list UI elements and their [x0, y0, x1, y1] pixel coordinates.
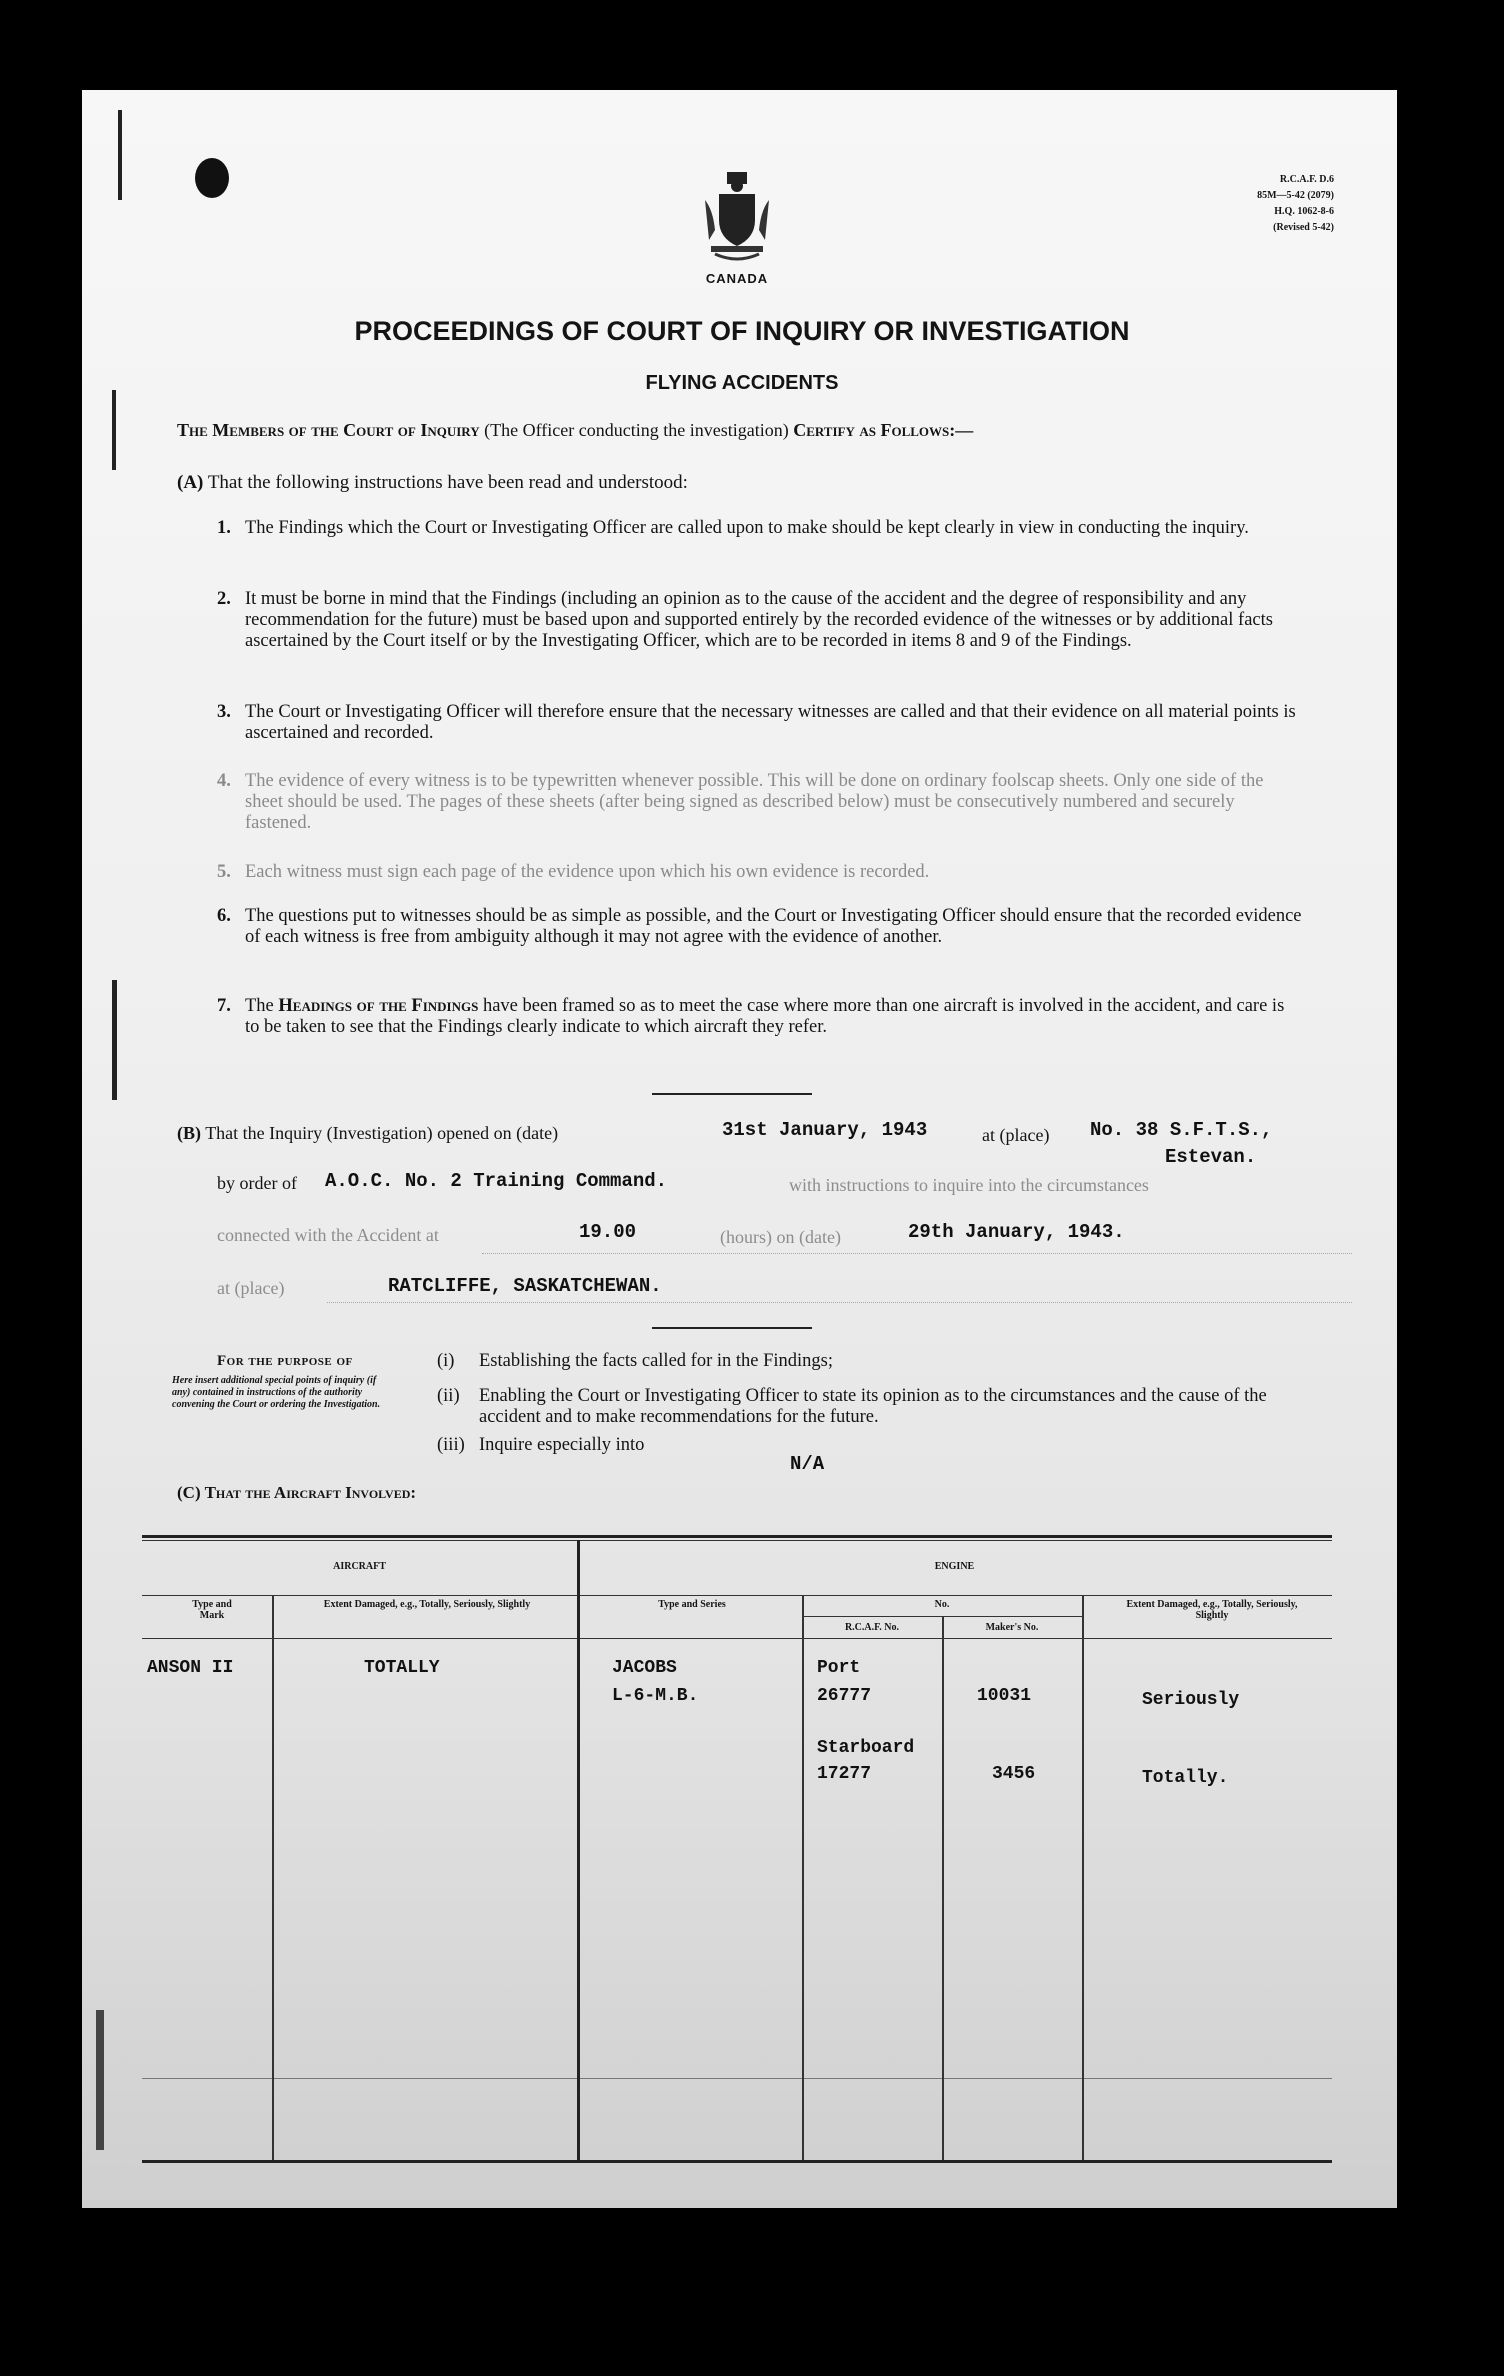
- item-text: Each witness must sign each page of the evidence upon which his own evidence is recorded.: [245, 862, 930, 882]
- table-rule: [142, 1638, 1332, 1639]
- connected-label: connected with the Accident at: [217, 1225, 439, 1245]
- table-rule: [142, 1535, 1332, 1538]
- canada-crest: [692, 170, 782, 286]
- col-extent-engine: Extent Damaged, e.g., Totally, Seriously, Slightly: [1126, 1599, 1298, 1621]
- by-order-value: A.O.C. No. 2 Training Command.: [325, 1170, 668, 1192]
- purpose-heading: For the purpose of: [217, 1353, 353, 1369]
- purpose-reason: [437, 1351, 1317, 1372]
- reason-number: (ii): [437, 1386, 460, 1406]
- certify-end: Certify as Follows:—: [793, 420, 974, 440]
- binding-mark: [118, 110, 122, 200]
- section-a-label: (A): [177, 472, 204, 493]
- item-number: 7.: [217, 996, 231, 1016]
- reason-text: Enabling the Court or Investigating Officer to state its opinion as to the circumstances and the cause of the accident and to make recommendations for the future.: [479, 1386, 1267, 1427]
- col-extent-aircraft: Extent Damaged, e.g., Totally, Seriously, Slightly: [323, 1599, 531, 1610]
- dotted-line: [327, 1302, 1352, 1303]
- page-subtitle: FLYING ACCIDENTS: [645, 372, 839, 394]
- aircraft-header: AIRCRAFT: [333, 1561, 386, 1572]
- document-page: [82, 90, 1397, 2208]
- table-rule: [142, 1540, 1332, 1541]
- crest-caption: CANADA: [705, 271, 769, 286]
- aircraft-type-mark: ANSON II: [147, 1658, 234, 1678]
- item-number: 4.: [217, 771, 231, 791]
- form-reference: [1194, 172, 1334, 236]
- item-number: 3.: [217, 702, 231, 722]
- col-type-mark: Type and Mark: [192, 1599, 232, 1621]
- engine-damage: Seriously: [1142, 1690, 1240, 1710]
- opened-date: 31st January, 1943: [722, 1119, 928, 1141]
- item-text: It must be borne in mind that the Findings (including an opinion as to the cause of the accident and the degree of responsibility and any recommendation for the future) must be based upon and supported entirely by the recorded evidence of the witnesses or by additional facts ascertained by the Court itself or by the Investigating Officer, which are to be recorded in items 8 and 9 of the Findings.: [245, 589, 1273, 651]
- table-rule: [142, 2160, 1332, 2163]
- form-ref-line: 85M—5-42 (2079): [1257, 190, 1334, 201]
- instruction-item: [217, 996, 1302, 1038]
- form-ref-line: R.C.A.F. D.6: [1279, 174, 1334, 185]
- col-makers-no: Maker's No.: [985, 1622, 1039, 1633]
- accident-time: 19.00: [579, 1221, 637, 1243]
- table-rule: [142, 1595, 1332, 1596]
- at-place-label: at (place): [982, 1125, 1050, 1145]
- section-c-heading: [177, 1483, 416, 1503]
- page-title: PROCEEDINGS OF COURT OF INQUIRY OR INVESTIGATION: [354, 316, 1130, 346]
- item-text: The Findings which the Court or Investigating Officer are called upon to make should be kept clearly in view in conducting the inquiry.: [245, 518, 1249, 538]
- reason-text: Inquire especially into: [479, 1435, 645, 1455]
- engine-makers-no: 10031: [977, 1686, 1032, 1706]
- table-divider: [942, 1616, 944, 2160]
- col-no: No.: [934, 1599, 950, 1610]
- crest-icon: [701, 170, 773, 266]
- section-b-opened: [177, 1123, 558, 1144]
- divider: [652, 1327, 812, 1329]
- certify-middle: (The Officer conducting the investigation): [484, 420, 789, 440]
- col-type-series: Type and Series: [658, 1599, 726, 1610]
- item-text-headings: Headings of the Findings: [278, 996, 479, 1016]
- instruction-item: [217, 771, 1302, 834]
- table-divider: [802, 1595, 804, 2160]
- by-order-label: by order of: [217, 1173, 297, 1193]
- table-divider: [577, 1540, 580, 2160]
- reason-text: Establishing the facts called for in the Findings;: [479, 1351, 834, 1371]
- purpose-reason: [437, 1435, 1317, 1456]
- binding-mark: [96, 2010, 104, 2150]
- item-number: 5.: [217, 862, 231, 882]
- table-divider: [272, 1595, 274, 2160]
- accident-place: RATCLIFFE, SASKATCHEWAN.: [388, 1275, 662, 1297]
- engine-makers-no: 3456: [992, 1764, 1036, 1784]
- item-text: The questions put to witnesses should be as simple as possible, and the Court or Investigating Officer should ensure that the recorded evidence of each witness is free from ambiguity although it may not agree with the evidence of another.: [245, 906, 1302, 947]
- instruction-item: [217, 906, 1302, 948]
- certify-start: The Members of the Court of Inquiry: [177, 420, 480, 440]
- certify-statement: [177, 420, 1397, 441]
- accident-date: 29th January, 1943.: [908, 1221, 1125, 1243]
- item-text: [245, 996, 1302, 1038]
- item-text: The Court or Investigating Officer will therefore ensure that the necessary witnesses are called and that their evidence on all material points is ascertained and recorded.: [245, 702, 1296, 743]
- form-ref-line: H.Q. 1062-8-6: [1274, 206, 1334, 217]
- section-c-label: (C): [177, 1483, 201, 1502]
- purpose-note: Here insert additional special points of inquiry (if any) contained in instructions of the authority convening the Court or ordering the Investigation.: [172, 1375, 381, 1410]
- opened-place-line2: Estevan.: [1165, 1146, 1257, 1168]
- form-ref-line: (Revised 5-42): [1273, 222, 1334, 233]
- aircraft-damage: TOTALLY: [364, 1658, 440, 1678]
- item-number: 1.: [217, 518, 231, 538]
- inquire-value: N/A: [790, 1453, 825, 1475]
- instruction-item: [217, 702, 1302, 744]
- engine-damage: Totally.: [1142, 1768, 1229, 1788]
- instructions-text: with instructions to inquire into the circumstances: [789, 1175, 1149, 1195]
- engine-side: Starboard: [817, 1738, 915, 1758]
- table-divider: [1082, 1595, 1084, 2160]
- item-number: 6.: [217, 906, 231, 926]
- opened-place: No. 38 S.F.T.S.,: [1090, 1119, 1273, 1141]
- engine-type-line2: L-6-M.B.: [612, 1686, 699, 1706]
- item-text: The evidence of every witness is to be typewritten whenever possible. This will be done on ordinary foolscap sheets. Only one side of the sheet should be used. The pages of these sheets (after being signed as described below) must be consecutively numbered and securely fastened.: [245, 771, 1264, 833]
- reason-number: (i): [437, 1351, 455, 1371]
- item-text-before: The: [245, 996, 274, 1016]
- section-b-label: (B): [177, 1123, 201, 1143]
- engine-rcaf-no: 26777: [817, 1686, 872, 1706]
- reason-number: (iii): [437, 1435, 465, 1455]
- col-rcaf-no: R.C.A.F. No.: [844, 1622, 900, 1633]
- instruction-item: [217, 518, 1302, 539]
- instruction-item: [217, 589, 1302, 652]
- engine-side: Port: [817, 1658, 861, 1678]
- engine-type-line1: JACOBS: [612, 1658, 677, 1678]
- section-a-text: That the following instructions have been read and understood:: [207, 472, 688, 493]
- dotted-line: [482, 1253, 1352, 1254]
- purpose-reason: [437, 1386, 1317, 1428]
- table-rule: [142, 2078, 1332, 2079]
- hours-label: (hours) on (date): [720, 1227, 841, 1247]
- item-number: 2.: [217, 589, 231, 609]
- engine-rcaf-no: 17277: [817, 1764, 872, 1784]
- section-b-opened-text: That the Inquiry (Investigation) opened on (date): [205, 1123, 559, 1143]
- aircraft-table: [142, 1535, 1332, 2165]
- binding-mark: [112, 390, 116, 470]
- divider: [652, 1093, 812, 1095]
- instruction-item: [217, 862, 1302, 883]
- binding-mark: [112, 980, 117, 1100]
- section-c-text: That the Aircraft Involved:: [204, 1483, 417, 1502]
- engine-header: ENGINE: [934, 1561, 975, 1572]
- at-place2-label: at (place): [217, 1278, 285, 1298]
- item-text-after: have been framed so as to meet the case where more than one aircraft is involved in the accident, and care is to be taken to see that the Findings clearly indicate to which aircraft they refer.: [245, 996, 1285, 1037]
- section-a-heading: [177, 472, 688, 494]
- punch-hole: [195, 158, 229, 198]
